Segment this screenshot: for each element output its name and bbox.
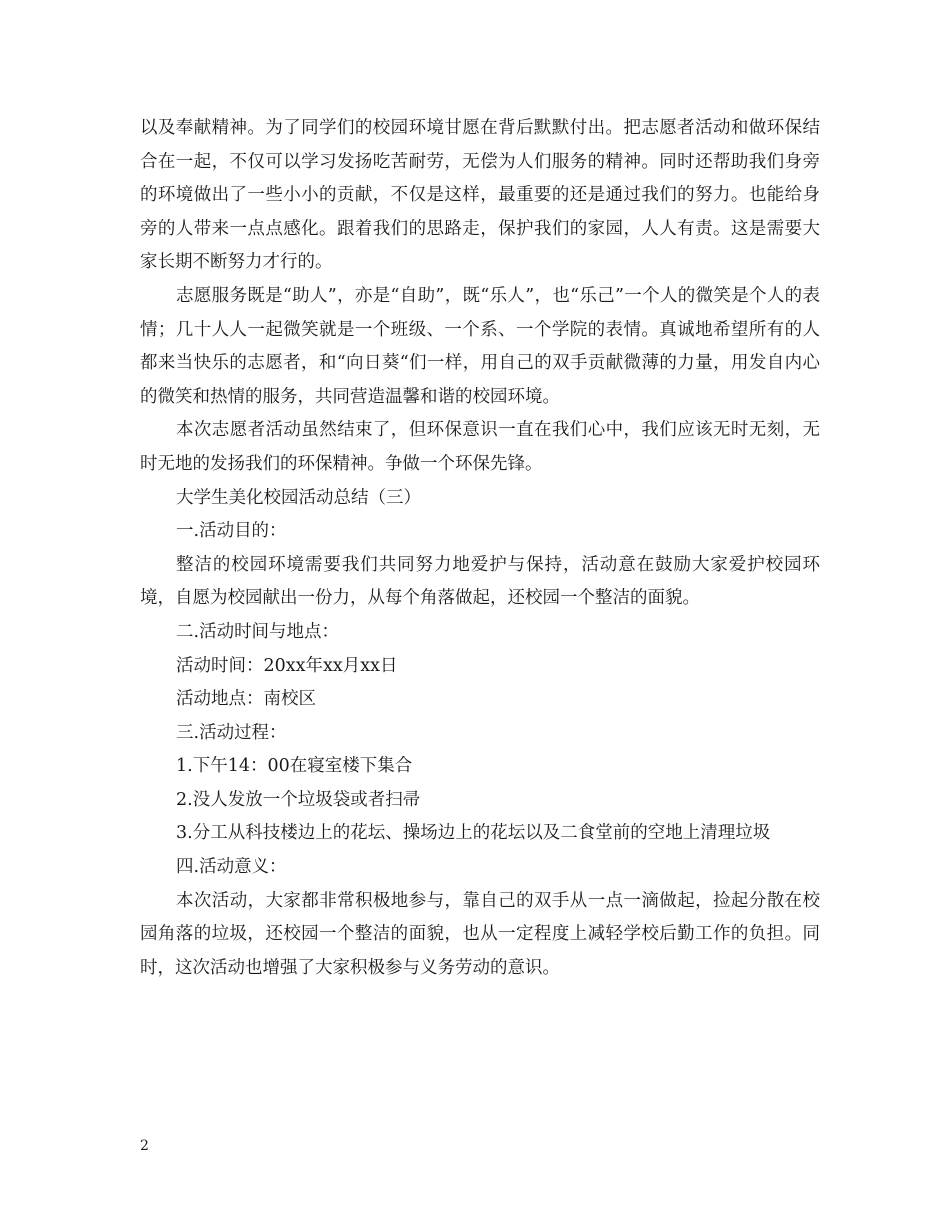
heading-time-place: 二.活动时间与地点： <box>176 621 340 642</box>
page-number: 2 <box>140 1138 149 1154</box>
process-step-1: 1.下午14：00在寝室楼下集合 <box>176 756 413 777</box>
paragraph-activity-ended: 本次志愿者活动虽然结束了，但环保意识一直在我们心中，我们应该无时无刻，无时无地的发扬我们的环保精神。争做一个环保先锋。 <box>140 420 820 474</box>
section-title: 大学生美化校园活动总结（三） <box>176 487 421 508</box>
heading-purpose: 一.活动目的： <box>176 521 287 542</box>
paragraph-purpose: 整洁的校园环境需要我们共同努力地爱护与保持，活动意在鼓励大家爱护校园环境，自愿为校园献出一份力，从每个角落做起，还校园一个整洁的面貌。 <box>140 554 820 609</box>
paragraph-volunteer-service: 志愿服务既是“助人”，亦是“自助”，既“乐人”，也“乐己”一个人的微笑是个人的表情；几十人人一起微笑就是一个班级、一个系、一个学院的表情。真诚地希望所有的人都来当快乐的志愿者，和“向日葵“们一样，用自己的双手贡献微薄的力量，用发自内心的微笑和热情的服务，共同营造温馨和谐的校园环境。 <box>140 285 820 407</box>
paragraph-continuation: 以及奉献精神。为了同学们的校园环境甘愿在背后默默付出。把志愿者活动和做环保结合在一起，不仅可以学习发扬吃苦耐劳，无偿为人们服务的精神。同时还帮助我们身旁的环境做出了一些小小的贡献，不仅是这样，最重要的还是通过我们的努力。也能给身旁的人带来一点点感化。跟着我们的思路走，保护我们的家园，人人有责。这是需要大家长期不断努力才行的。 <box>140 118 820 273</box>
process-step-2: 2.没人发放一个垃圾袋或者扫帚 <box>176 789 421 810</box>
heading-significance: 四.活动意义： <box>176 857 287 878</box>
activity-time: 活动时间：20xx年xx月xx日 <box>176 655 398 676</box>
activity-place: 活动地点：南校区 <box>176 689 316 710</box>
document-body <box>140 112 820 985</box>
paragraph-significance: 本次活动，大家都非常积极地参与，靠自己的双手从一点一滴做起，捡起分散在校园角落的垃圾，还校园一个整洁的面貌，也从一定程度上减轻学校后勤工作的负担。同时，这次活动也增强了大家积极参与义务劳动的意识。 <box>140 890 820 978</box>
heading-process: 三.活动过程： <box>176 722 287 743</box>
process-step-3: 3.分工从科技楼边上的花坛、操场边上的花坛以及二食堂前的空地上清理垃圾 <box>176 823 771 844</box>
